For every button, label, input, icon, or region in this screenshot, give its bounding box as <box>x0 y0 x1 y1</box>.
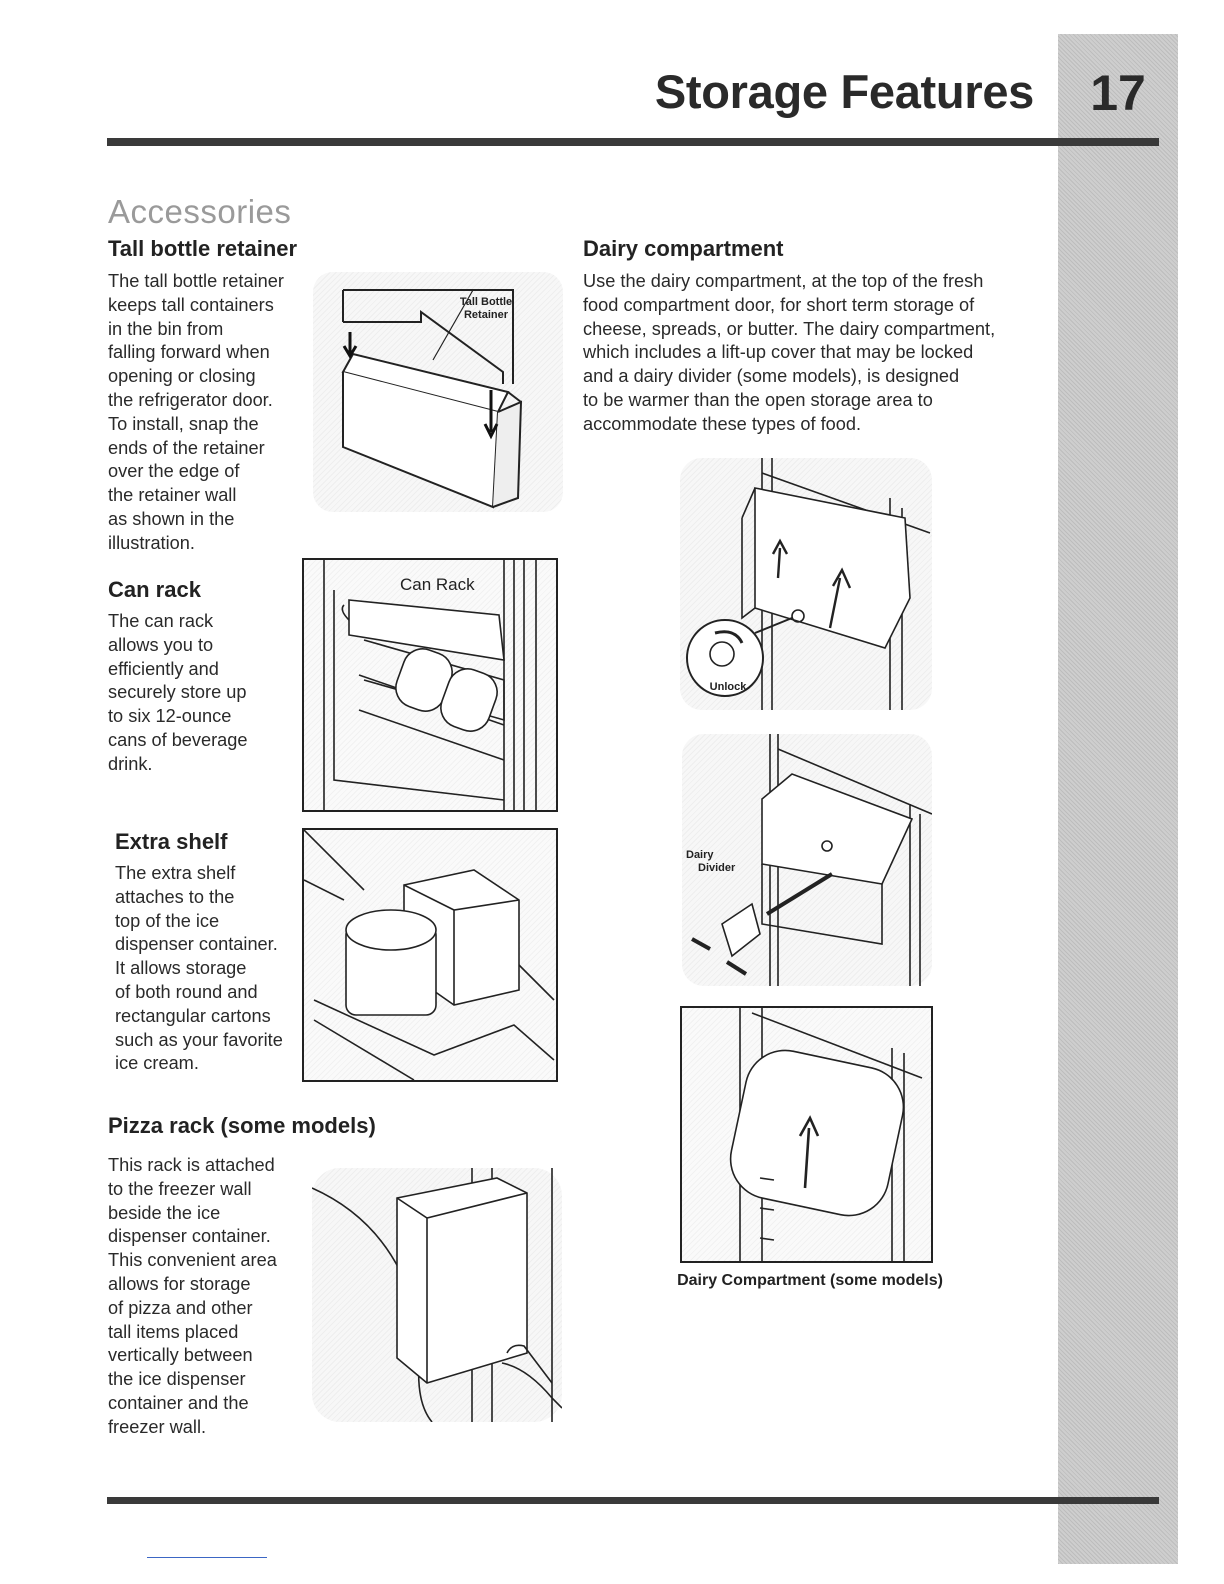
tall-bottle-heading: Tall bottle retainer <box>108 236 298 261</box>
dairy-divider-label-1: Dairy <box>686 849 714 861</box>
pizza-rack-illustration <box>312 1168 562 1422</box>
pizza-rack-heading: Pizza rack (some models) <box>108 1113 376 1138</box>
top-divider <box>107 138 1159 146</box>
tall-bottle-text: The tall bottle retainer keeps tall containers in the bin from falling forward when opening or closing the refrigerator door. To install, snap the ends of the retainer over the edge of the retainer wall as shown in the illustration. <box>108 271 284 553</box>
can-rack-heading: Can rack <box>108 577 201 602</box>
pizza-rack-text: This rack is attached to the freezer wall beside the ice dispenser container. This convenient area allows for storage of pizza and other tall items placed vertically between the ice dispenser container and the freezer wall. <box>108 1155 277 1437</box>
bottom-divider <box>107 1497 1159 1504</box>
dairy-lock-illustration <box>680 458 932 710</box>
can-rack-illustration <box>302 558 558 812</box>
page-title: Storage Features <box>654 65 1034 118</box>
dairy-cover-illustration <box>680 1006 933 1263</box>
can-rack-label: Can Rack <box>400 575 475 594</box>
extra-shelf-illustration <box>302 828 558 1082</box>
dairy-text: Use the dairy compartment, at the top of the fresh food compartment door, for short term storage of cheese, spreads, or butter. The dairy compartment, which includes a lift-up cover that may be locked and a dairy divider (some models), is designed to be warmer than the open storage area to accommodate these types of food. <box>583 271 996 434</box>
tall-bottle-label-1: Tall Bottle <box>459 296 513 308</box>
tall-bottle-illustration <box>313 272 563 512</box>
page-number: 17 <box>1090 65 1146 121</box>
dairy-heading: Dairy compartment <box>583 236 784 261</box>
extra-shelf-text: The extra shelf attaches to the top of the ice dispenser container. It allows storage of both round and rectangular cartons such as your favorite ice cream. <box>115 863 283 1074</box>
bottom-link-underline <box>147 1557 267 1558</box>
section-title: Accessories <box>108 193 292 230</box>
dairy-divider-illustration <box>682 734 932 986</box>
dairy-divider-label-2: Divider <box>698 862 736 874</box>
dairy-figure-caption: Dairy Compartment (some models) <box>677 1272 943 1289</box>
can-rack-text: The can rack allows you to efficiently and securely store up to six 12-ounce cans of beverage drink. <box>108 611 248 774</box>
extra-shelf-heading: Extra shelf <box>115 829 228 854</box>
unlock-label: Unlock <box>709 681 747 693</box>
page-side-tab <box>1058 34 1178 1564</box>
tall-bottle-label-2: Retainer <box>463 309 509 321</box>
